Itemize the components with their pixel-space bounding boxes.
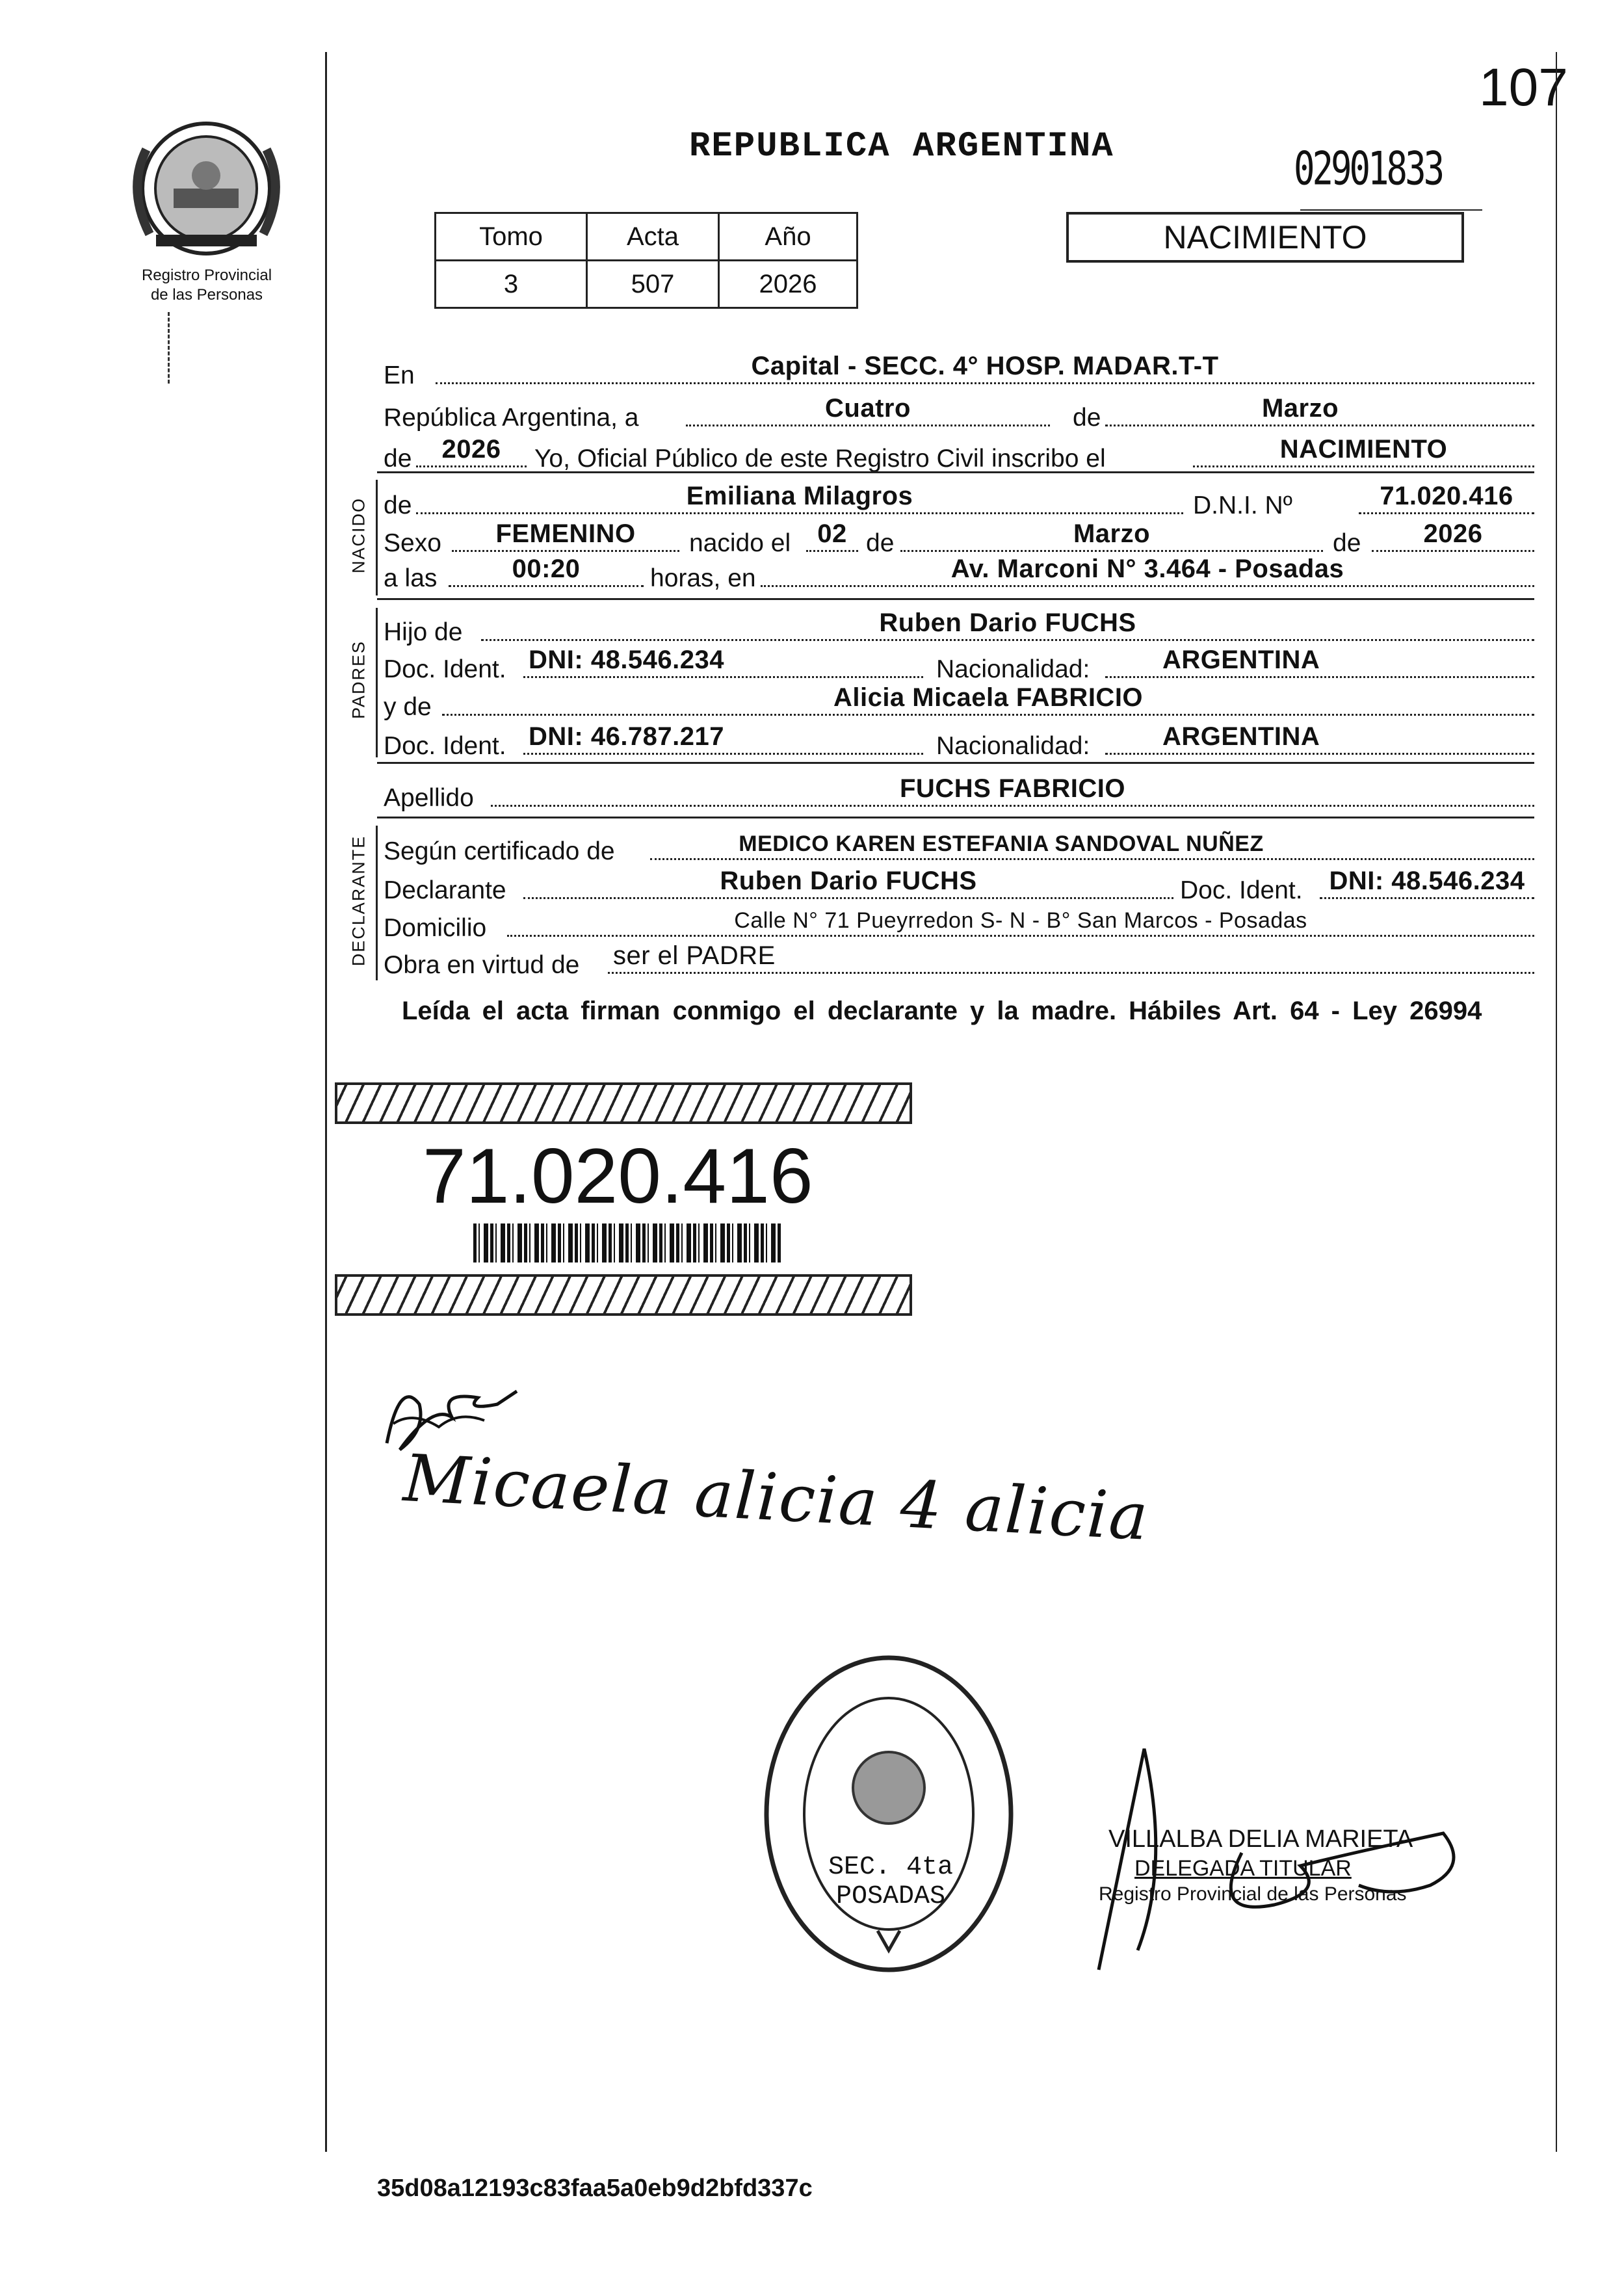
decl-field — [523, 866, 1173, 899]
padres-section-line — [376, 608, 378, 757]
security-band-top — [335, 1082, 912, 1124]
declarante-row-1 — [384, 827, 1534, 866]
child-dni: 71.020.416 — [1380, 482, 1513, 510]
misiones-coat-of-arms-icon — [120, 111, 293, 267]
father-nat: ARGENTINA — [1162, 646, 1320, 674]
birth-day-field — [806, 519, 858, 552]
sexo-value: FEMENINO — [495, 519, 636, 548]
birth-year: 2026 — [1423, 519, 1483, 548]
sexo-label: Sexo — [384, 529, 441, 557]
nacido-de-label-3: de — [1333, 529, 1361, 557]
decl-label: Declarante — [384, 876, 506, 904]
apellido-field — [491, 774, 1534, 807]
father-nat-label: Nacionalidad: — [936, 655, 1090, 683]
mother-doc-field — [523, 722, 923, 755]
serial-number: 02901833 — [1294, 142, 1443, 196]
ano-value: 2026 — [719, 261, 858, 308]
cert-value: MEDICO KAREN ESTEFANIA SANDOVAL NUÑEZ — [739, 831, 1264, 856]
nacido-label: NACIDO — [348, 497, 369, 574]
padres-label: PADRES — [348, 640, 369, 720]
dni-label: D.N.I. Nº — [1193, 491, 1292, 519]
padres-row-3 — [384, 683, 1534, 722]
decl-value: Ruben Dario FUCHS — [720, 867, 977, 895]
divider-1 — [377, 471, 1534, 473]
month-value: Marzo — [1261, 394, 1339, 423]
mother-doc: DNI: 46.787.217 — [529, 722, 725, 751]
acta-header: Acta — [587, 213, 719, 261]
child-name: Emiliana Milagros — [686, 482, 913, 510]
father-name: Ruben Dario FUCHS — [879, 608, 1136, 637]
declarante-row-2 — [384, 866, 1534, 905]
obra-value: ser el PADRE — [613, 941, 776, 970]
official-name: VILLALBA DELIA MARIETA — [1108, 1825, 1413, 1853]
security-band-bottom — [335, 1274, 912, 1316]
official-org: Registro Provincial de las Personas — [1099, 1883, 1407, 1905]
register-table — [434, 212, 858, 309]
padres-row-2 — [384, 645, 1534, 684]
de-label-2: de — [384, 445, 412, 473]
logo-caption-1: Registro Provincial — [141, 267, 272, 284]
page-title: REPUBLICA ARGENTINA — [689, 127, 1114, 166]
year-value: 2026 — [441, 435, 501, 464]
name-field — [416, 481, 1183, 514]
mother-signature: Micaela alicia 4 alicia — [401, 1440, 1151, 1555]
padres-row-4 — [384, 722, 1534, 761]
logo-caption-2: de las Personas — [150, 286, 263, 304]
nacido-section-line — [376, 480, 378, 595]
time-field — [449, 554, 644, 587]
cert-field — [650, 827, 1534, 860]
closing-text: Leída el acta firman conmigo el declarante y la madre. Hábiles Art. 64 - Ley 26994 — [402, 997, 1482, 1025]
padres-row-1 — [384, 608, 1534, 647]
officer-text: Yo, Oficial Público de este Registro Civil inscribo el — [534, 445, 1106, 473]
birth-month: Marzo — [1073, 519, 1151, 548]
right-margin-line — [1556, 52, 1557, 2152]
decl-doc: DNI: 48.546.234 — [1329, 867, 1525, 895]
declarante-row-3 — [384, 904, 1534, 943]
act-word-field — [1193, 434, 1534, 467]
intro-row-3 — [384, 434, 1534, 473]
y-de-label: y de — [384, 693, 432, 721]
act-word-value: NACIMIENTO — [1279, 435, 1448, 464]
province-logo — [120, 111, 293, 267]
serial-underline — [1300, 209, 1482, 211]
republica-label: República Argentina, a — [384, 404, 639, 432]
mother-field — [442, 683, 1534, 716]
barcode-number: 71.020.416 — [423, 1132, 813, 1220]
obra-field — [608, 941, 1534, 974]
cert-label: Según certificado de — [384, 837, 615, 865]
father-doc: DNI: 48.546.234 — [529, 646, 725, 674]
declarante-section-line — [376, 826, 378, 980]
hijo-de-label: Hijo de — [384, 618, 463, 646]
a-las-label: a las — [384, 564, 438, 592]
declarante-row-4 — [384, 941, 1534, 980]
horas-label: horas, en — [650, 564, 756, 592]
decl-doc-field — [1320, 866, 1534, 899]
birth-time: 00:20 — [512, 555, 581, 583]
place-value: Capital - SECC. 4° HOSP. MADAR.T-T — [751, 352, 1219, 380]
official-stamp — [761, 1651, 1017, 1976]
nacido-de-label: de — [384, 491, 412, 519]
document-hash: 35d08a12193c83faa5a0eb9d2bfd337c — [377, 2175, 813, 2202]
day-field — [686, 393, 1050, 426]
dom-field — [507, 904, 1534, 937]
dom-value: Calle N° 71 Pueyrredon S- N - B° San Marcos - Posadas — [734, 908, 1307, 933]
divider-3 — [377, 762, 1534, 764]
month-field — [1105, 393, 1534, 426]
apellido-value: FUCHS FABRICIO — [900, 774, 1125, 803]
apellido-label: Apellido — [384, 784, 474, 812]
dni-field — [1359, 481, 1534, 514]
en-label: En — [384, 361, 415, 389]
intro-row-2 — [384, 393, 1534, 432]
nacido-el-label: nacido el — [689, 529, 791, 557]
mother-doc-label: Doc. Ident. — [384, 732, 506, 760]
place-field — [436, 351, 1534, 384]
father-field — [481, 608, 1534, 641]
divider-2 — [377, 598, 1534, 600]
acta-value: 507 — [587, 261, 719, 308]
mother-nat-field — [1105, 722, 1534, 755]
address-field — [761, 554, 1534, 587]
official-role: DELEGADA TITULAR — [1134, 1856, 1352, 1881]
page-number: 107 — [1479, 58, 1568, 117]
stamp-inner-text: SEC. 4ta POSADAS — [828, 1853, 954, 1911]
nacido-row-1 — [384, 481, 1534, 520]
father-nat-field — [1105, 645, 1534, 678]
sexo-field — [452, 519, 679, 552]
declarante-label: DECLARANTE — [348, 835, 369, 967]
obra-label: Obra en virtud de — [384, 951, 580, 979]
ano-header: Año — [719, 213, 858, 261]
year-field — [416, 434, 527, 467]
divider-4 — [377, 817, 1534, 818]
birth-year-field — [1372, 519, 1534, 552]
tomo-header: Tomo — [436, 213, 587, 261]
punch-mark — [168, 312, 170, 384]
act-type: NACIMIENTO — [1163, 219, 1367, 255]
birth-day: 02 — [817, 519, 847, 548]
birth-address: Av. Marconi N° 3.464 - Posadas — [950, 555, 1344, 583]
day-value: Cuatro — [825, 394, 911, 423]
de-label-1: de — [1073, 404, 1101, 432]
barcode — [473, 1223, 782, 1262]
nacido-row-3 — [384, 554, 1534, 593]
birth-month-field — [900, 519, 1323, 552]
left-margin-line — [325, 52, 327, 2152]
apellido-row — [384, 774, 1534, 813]
father-doc-label: Doc. Ident. — [384, 655, 506, 683]
nacido-de-label-2: de — [866, 529, 895, 557]
father-doc-field — [523, 645, 923, 678]
dom-label: Domicilio — [384, 914, 487, 942]
mother-nat: ARGENTINA — [1162, 722, 1320, 751]
nacido-row-2 — [384, 519, 1534, 558]
mother-nat-label: Nacionalidad: — [936, 732, 1090, 760]
mother-name: Alicia Micaela FABRICIO — [833, 683, 1144, 712]
decl-doc-label: Doc. Ident. — [1180, 876, 1303, 904]
intro-row-1 — [384, 351, 1534, 390]
oval-seal-icon — [761, 1651, 1017, 1976]
tomo-value: 3 — [436, 261, 587, 308]
